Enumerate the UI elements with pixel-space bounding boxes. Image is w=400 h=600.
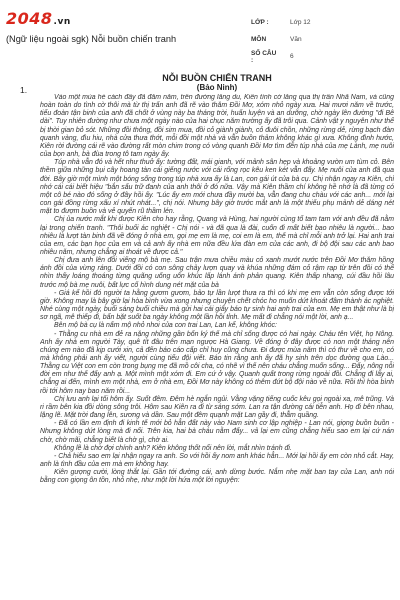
passage-paragraph: - Chả hiểu sao em lại nhận ngay ra anh. So với hồi ấy nom anh khác hẳn... Mới lại hồi ấy em còn nhỏ cắt. Hay, anh là tình đầu của em mà em không hay. — [40, 452, 394, 469]
logo-tld: .vn — [53, 17, 71, 27]
page-title: (Ngữ liệu ngoài sgk) Nỗi buồn chiến tranh — [6, 34, 177, 44]
passage-paragraph: Bên mộ bà cụ là nấm mộ nhỏ nhoi của con trai Lan, Lan kể, không khóc: — [54, 322, 277, 330]
passage-paragraph: Vào một mùa hè cách đây đã đằm năm, trên đường lăng du, Kiên tình cờ lăng qua thị trấn Nhã Nam, và cũng hoàn toàn do tình cờ thôi mà từ thị trấn anh đã rẽ vào thăm Đồi Mơ, xóm nhỏ ngày xưa. Hai mươi năm về trước, tiểu đoàn tận binh của anh đã chốt ở vùng này ba tháng trời, huấn luyện và an dưỡng, chờ ngày lên đường "đi Bê dài". Tuy nhiên đường như chưa một ngày nào của hai chục năm trường ấy đã trôi qua. Cảnh vật y nguyên như thể bị thời gian bỏ sót. Những đồi thông, đồi sim mua, đồi cỏ giành giành, cỏ đuôi chồn, những rừng dẻ, rừng bạch đàn quanh vàng, đìu hiu, nhà cửa thưa thớt, mỗi đồi một nhà và vẫn buồn thảm không khác gì xưa. Không đình hước, Kiên rời đường cái rẽ vào đường rất mòn chim trong có vòng quanh Đồi Mơ tìm đến túp nhà của mẹ Lành, mẹ nuôi của bọn anh, bà đùa trong tô tam ngày ấy. — [40, 94, 394, 159]
meta-row-subject — [251, 31, 397, 48]
site-logo[interactable] — [6, 9, 71, 28]
meta-value: Lớp 12 — [290, 19, 311, 26]
meta-row-question-count — [251, 48, 397, 65]
passage-paragraph: - Giá kể hồi đó người ta hằng gươm gươm, bảo tự lần lượt thưa ra thì có khi mẹ em vẫn còn sống được tới giờ. Không may là bây giờ lại hòa bình vừa xong nhưng chuyện chết chóc ho muốn dứt khoát đâm thành ác nghiệt. Nhé cùng một ngày, buổi sáng buổi chiều mà gửi hai cái giấy báo tự sinh hai anh trai của em. Mẹ em thật như là bị sơ ngã, mê thiếp đi, bẩn bặt suốt ba ngày không một lần hồi tỉnh. Mẹ mất đi chẳng nói một lời, anh ạ... — [40, 289, 394, 322]
passage-paragraph: - Đã có lần em định đi kinh tế mới bỏ hẳn đất này vào Nam sinh cơ lập nghiệp - Lan nói, giọng buồn buồn - Nhưng không dứt lòng mà đi nổi. Trên kia, hai bà cháu nằm đấy... vả lại em cũng chẳng hiểu sao em lại cứ nán chờ, chờ mãi, chẳng biết là chờ gì, chờ ai. — [40, 420, 394, 444]
passage-paragraph: Không lẽ là chờ đợi chính anh? Kiên không thốt nổi nên lời, mắt nhìn tránh đi. — [54, 444, 292, 452]
passage-paragraph: Túp nhà vẫn đó và hết như thuở ấy: tường đất, mái gianh, với mảnh sân hẹp và khoảng vườn um tùm cỏ. Bên thềm giữa những bụi cây hoang tàn cái giếng nước với cái rổng rọc kêu ken két vẫn đấy. Mẹ nuôi của anh đã qua đời. Bây giờ một mình một bóng sống trong túp nhà xưa ấy là Lan, con gái út của bà cụ. Chị nhận ngay ra Kiên, chỉ nhớ cái cái biết hiệu "bắn sấu trữ đanh của anh thôi ở đó nữa. Vậy mà Kiên thầm chí không hề nhớ là đã từng có một cô bé nào đó sống ở đây hồi ấy. "Lúc ấy em mới chưa đầy mười ba, vẫn đang chu chàu với các anh... mới lại con gái đồng rừng xấu xí nhút nhát...", chị nói. Nhưng bây giờ trước mắt anh là một thiếu phụ mảnh dẻ dáng nét mặt to đượm buồn và vẻ quyến rũ thầm lén. — [40, 159, 394, 216]
passage-paragraph: Chị đưa anh lên đồi viếng mộ bà mẹ. Sau trận mưa chiều màu cỏ xanh mướt nước trên Đồi Mơ thăm hồng ánh đồi của vừng ráng. Dưới đồi có con sông chảy lượn quay và khúa những đám cỏ rậm rạp từ trên đồi có thể nhìn thấy loáng thoáng từng quãng uống uốn khúc lấp lánh ánh phản quang. Kiên thấp nhang, cúi đầu hồi lâu trước mộ bà mẹ nuôi, bất lực cố hình dung nét mặt của bà — [40, 257, 394, 289]
passage-paragraph: Kiên gượng cười, lòng thắt lại. Gần tới đường cái, anh dừng bước. Nắm nhẹ mặt ban tay của Lan, anh nói bằng con giọng ôn tồn, nhỏ nhẹ, như một lời hứa một lời nguyện: — [40, 469, 394, 485]
meta-info — [251, 14, 397, 65]
meta-value: 6 — [290, 53, 294, 60]
meta-key: LỚP : — [251, 19, 269, 26]
meta-row-class — [251, 14, 397, 31]
meta-key: MÔN — [251, 36, 267, 43]
passage-paragraph: Chị lưu anh lại tối hôm ấy. Suốt đêm. Đêm hè ngắn ngủi. Vằng vặng tiếng cuốc kêu gọi ngoài xa, mê trũng. Và ri rầm bên kia đồi dòng sông trôi. Hôm sau Kiên ra đi từ sáng sớm. Lan ra tận đường cái tiễn anh. Họ đi bên nhau, lặng lẽ. Mặt trời đang lên, sương và dần. Sau một đêm quạnh mặt Lan gầy đi, thẫm quầng. — [40, 395, 394, 420]
passage-paragraph: - Thằng cu nhà em đẻ ra nặng những gần bốn ký thế mà chỉ sống được có hai ngày. Cháu tên Việt, họ Nông. Anh ấy nhà em người Tày, quê tít đâu trên mạn ngược Hà Giang. Về đóng ở đây được có non một tháng nên chúng em nào đã kịp cưới xin, cả đến báo cáo cấp chỉ huy cũng chưa. Đi được mùa năm thì có thư về cho em, có mà không phải anh ấy viết, người cùng tiểu đội viết. Báo tin rằng anh ấy đã hy sinh trên dọc đường qua Lào... Thằng cu Việt con em còn trong bụng mẹ đã mồ côi cha, có nhẽ vì thế nên cháu chẳng muốn sống... Đấy, nông nỗi đời em như thế đấy anh ạ. Một mình một xóm đi. Em cứ ở vậy. Quanh quất trong rừng ngoài đồi. Chẳng đi lấy ai, chẳng ai đến, mình em một nhà, em ở nhà em, Đồi Mơ này không có thêm đứt bộ đội nào về nữa. Rồi thì hòa bình rồi tới hôm nay bao năm rồi... — [40, 330, 394, 395]
meta-key: SỐ CÂU : — [251, 49, 277, 64]
header — [0, 0, 400, 62]
passage-paragraph: Chị ủa nước mắt khi được Kiên cho hay rằng, Quang và Hùng, hai người cùng tổ tam tam với anh đều đã nằm lại trong chiến tranh. "Thôi buổi ác nghiệt - Chị nói - và đã qua là đài, cuốn đi mất biết bao nhiêu là người... bao nhiêu là lượt tàn binh đã về đóng ở nhà em, gọi mẹ em là mẹ, coi em là em, thế mà chỉ mỗi anh trở lại. Hai anh trai của em, các bạn học của em và cả anh ấy nhà em nữa đều lứa đàn em của các anh, đi bộ đội sau các anh bao nhiêu năm, nhưng chẳng ai thoát về được cả." — [40, 216, 394, 256]
logo-main: 2048 — [6, 9, 53, 28]
passage-author: (Bảo Ninh) — [196, 83, 238, 92]
meta-value: Văn — [290, 36, 302, 43]
question-number: 1. — [20, 85, 28, 95]
passage-title: NỖI BUỒN CHIẾN TRANH — [162, 73, 272, 83]
passage-body — [40, 94, 394, 598]
